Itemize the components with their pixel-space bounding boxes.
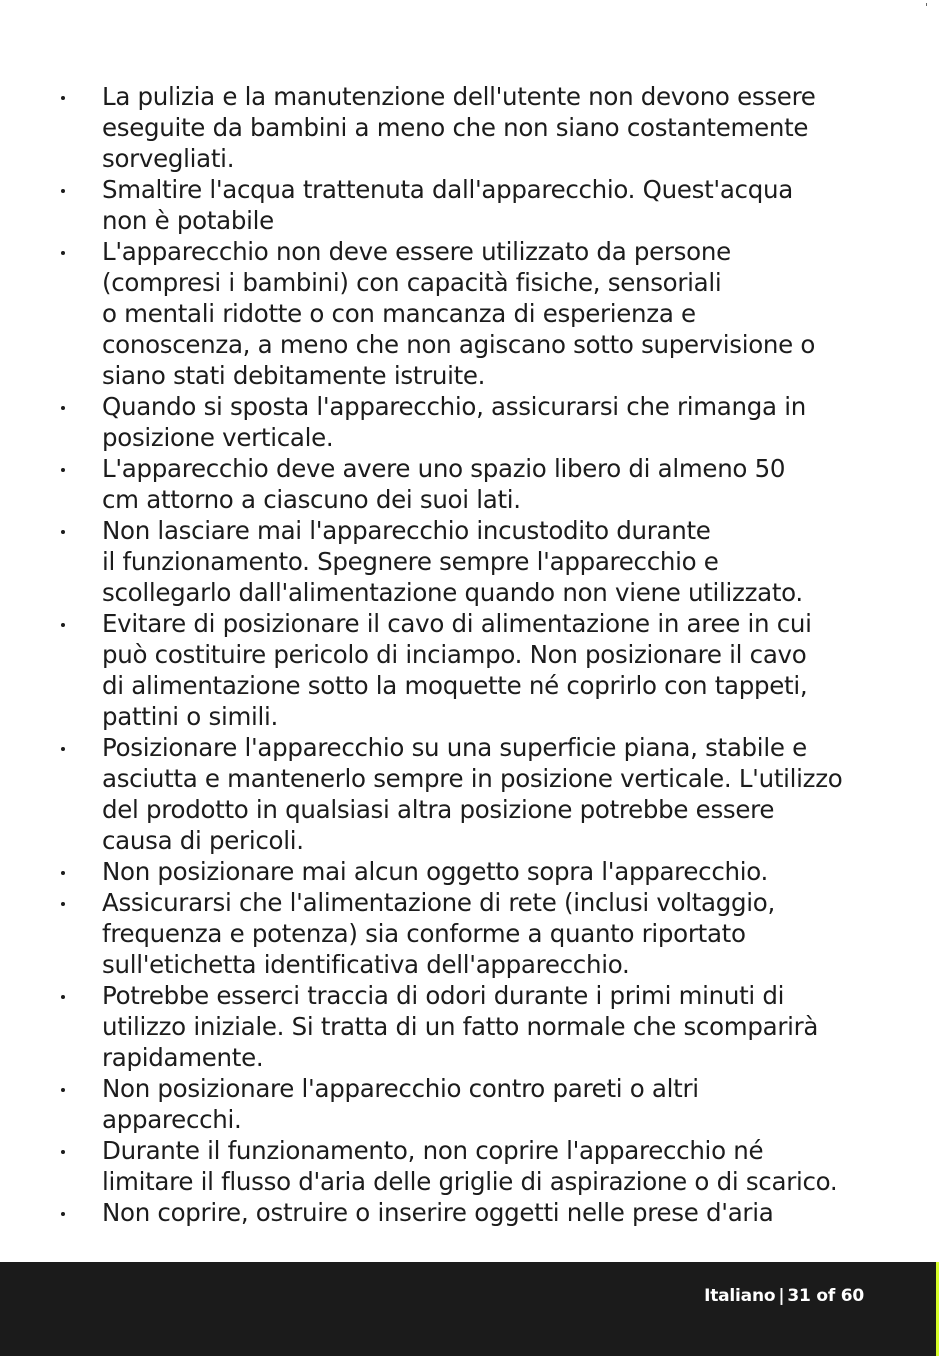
list-item-text-line: Assicurarsi che l'alimentazione di rete (inclusi voltaggio, xyxy=(102,888,775,917)
list-item-text-line: L'apparecchio deve avere uno spazio libero di almeno 50 xyxy=(102,454,786,483)
bullet-dot-icon xyxy=(61,468,65,472)
list-item-text-line: apparecchi. xyxy=(102,1105,242,1134)
list-item-text-line: Potrebbe esserci traccia di odori durante i primi minuti di xyxy=(102,981,785,1010)
bullet-dot-icon xyxy=(61,995,65,999)
list-item xyxy=(0,856,939,887)
list-item-text-line: scollegarlo dall'alimentazione quando non viene utilizzato. xyxy=(102,578,803,607)
list-item xyxy=(0,81,939,174)
list-item-text-line: Smaltire l'acqua trattenuta dall'apparecchio. Quest'acqua xyxy=(102,175,793,204)
list-item-text-line: del prodotto in qualsiasi altra posizione potrebbe essere xyxy=(102,795,775,824)
list-item xyxy=(0,391,939,453)
list-item-text-line: La pulizia e la manutenzione dell'utente non devono essere xyxy=(102,82,816,111)
bullet-dot-icon xyxy=(61,871,65,875)
corner-crop-mark xyxy=(926,3,927,6)
list-item-text-line: posizione verticale. xyxy=(102,423,334,452)
list-item xyxy=(0,980,939,1073)
list-item-text-line: pattini o simili. xyxy=(102,702,279,731)
list-item xyxy=(0,608,939,732)
list-item-text-line: eseguite da bambini a meno che non siano costantemente xyxy=(102,113,809,142)
list-item-text-line: il funzionamento. Spegnere sempre l'apparecchio e xyxy=(102,547,719,576)
list-item-text-line: Non lasciare mai l'apparecchio incustodito durante xyxy=(102,516,711,545)
list-item xyxy=(0,1073,939,1135)
list-item-text-line: utilizzo iniziale. Si tratta di un fatto normale che scomparirà xyxy=(102,1012,819,1041)
bullet-dot-icon xyxy=(61,747,65,751)
list-item xyxy=(0,887,939,980)
list-item-text-line: sull'etichetta identificativa dell'apparecchio. xyxy=(102,950,630,979)
footer-page-number: 31 of 60 xyxy=(787,1286,864,1306)
bullet-dot-icon xyxy=(61,406,65,410)
list-item-text-line: sorvegliati. xyxy=(102,144,235,173)
list-item xyxy=(0,174,939,236)
footer-language: Italiano xyxy=(704,1286,776,1306)
bullet-dot-icon xyxy=(61,1088,65,1092)
list-item xyxy=(0,515,939,608)
list-item-text-line: cm attorno a ciascuno dei suoi lati. xyxy=(102,485,521,514)
bullet-dot-icon xyxy=(61,96,65,100)
list-item xyxy=(0,236,939,391)
list-item-text-line: rapidamente. xyxy=(102,1043,264,1072)
bullet-dot-icon xyxy=(61,1212,65,1216)
list-item-text-line: conoscenza, a meno che non agiscano sotto supervisione o xyxy=(102,330,816,359)
list-item-text-line: causa di pericoli. xyxy=(102,826,304,855)
list-item-text-line: Evitare di posizionare il cavo di alimentazione in aree in cui xyxy=(102,609,812,638)
bullet-dot-icon xyxy=(61,530,65,534)
list-item-text-line: Non coprire, ostruire o inserire oggetti nelle prese d'aria xyxy=(102,1198,774,1227)
document-body xyxy=(0,81,939,1228)
list-item-text-line: Durante il funzionamento, non coprire l'apparecchio né xyxy=(102,1136,764,1165)
bullet-dot-icon xyxy=(61,623,65,627)
list-item-text-line: Non posizionare l'apparecchio contro pareti o altri xyxy=(102,1074,699,1103)
list-item-text-line: L'apparecchio non deve essere utilizzato da persone xyxy=(102,237,731,266)
list-item-text-line: asciutta e mantenerlo sempre in posizione verticale. L'utilizzo xyxy=(102,764,843,793)
list-item-text-line: (compresi i bambini) con capacità fisiche, sensoriali xyxy=(102,268,722,297)
list-item-text-line: Posizionare l'apparecchio su una superficie piana, stabile e xyxy=(102,733,807,762)
list-item-text-line: siano stati debitamente istruite. xyxy=(102,361,486,390)
list-item-text-line: può costituire pericolo di inciampo. Non posizionare il cavo xyxy=(102,640,807,669)
safety-instructions-list xyxy=(0,81,939,1228)
bullet-dot-icon xyxy=(61,189,65,193)
bullet-dot-icon xyxy=(61,1150,65,1154)
bullet-dot-icon xyxy=(61,251,65,255)
list-item-text-line: o mentali ridotte o con mancanza di esperienza e xyxy=(102,299,696,328)
list-item xyxy=(0,732,939,856)
footer-page-indicator xyxy=(704,1286,864,1306)
list-item xyxy=(0,453,939,515)
list-item-text-line: di alimentazione sotto la moquette né coprirlo con tappeti, xyxy=(102,671,808,700)
list-item-text-line: frequenza e potenza) sia conforme a quanto riportato xyxy=(102,919,746,948)
footer-separator: | xyxy=(778,1286,785,1306)
list-item xyxy=(0,1197,939,1228)
list-item-text-line: limitare il flusso d'aria delle griglie di aspirazione o di scarico. xyxy=(102,1167,838,1196)
page-footer xyxy=(0,1262,936,1356)
list-item xyxy=(0,1135,939,1197)
bullet-dot-icon xyxy=(61,902,65,906)
list-item-text-line: non è potabile xyxy=(102,206,274,235)
list-item-text-line: Non posizionare mai alcun oggetto sopra l'apparecchio. xyxy=(102,857,768,886)
list-item-text-line: Quando si sposta l'apparecchio, assicurarsi che rimanga in xyxy=(102,392,806,421)
